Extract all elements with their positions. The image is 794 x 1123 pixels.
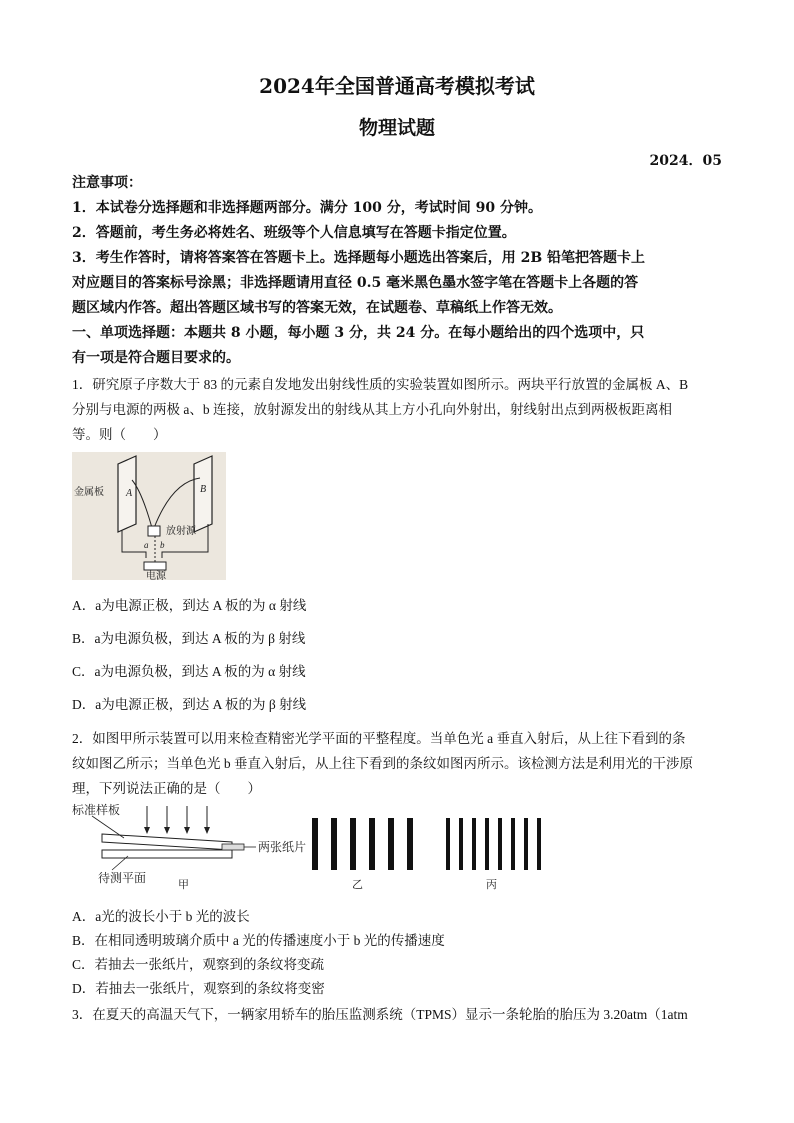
question-2-text: 理，下列说法正确的是（ ） bbox=[72, 781, 261, 796]
label-bing: 丙 bbox=[486, 879, 497, 891]
label-plate-a: A bbox=[126, 488, 133, 499]
question-1-text: 分别与电源的两极 a、b 连接，放射源发出的射线从其上方小孔向外射出，射线射出点到两极板距离相 bbox=[72, 402, 672, 417]
question-2-text: 2．如图甲所示装置可以用来检查精密光学平面的平整程度。当单色光 a 垂直入射后，从上往下看到的条 bbox=[72, 731, 686, 746]
label-power-supply: 电源 bbox=[146, 571, 166, 580]
question-1-option-b: B．a为电源负极，到达 A 板的为 β 射线 bbox=[72, 631, 306, 646]
label-two-papers: 两张纸片 bbox=[258, 840, 307, 854]
label-test-plane: 待测平面 bbox=[98, 871, 147, 885]
question-2-figure bbox=[72, 800, 562, 900]
section-heading: 一、单项选择题：本题共 8 小题，每小题 3 分，共 24 分。在每小题给出的四个选项中，只 bbox=[72, 325, 645, 341]
exam-subtitle: 物理试题 bbox=[358, 117, 435, 139]
question-1-figure bbox=[72, 452, 226, 580]
figure-jia bbox=[72, 802, 306, 891]
notice-item: 题区域内作答。超出答题区域书写的答案无效，在试题卷、草稿纸上作答无效。 bbox=[72, 300, 562, 316]
question-1-text: 等。则（ ） bbox=[72, 427, 167, 442]
question-3-text: 3．在夏天的高温天气下，一辆家用轿车的胎压监测系统（TPMS）显示一条轮胎的胎压为 3.20atm（1atm bbox=[72, 1007, 688, 1022]
label-pole-a: a bbox=[144, 540, 149, 550]
question-1-option-a: A．a为电源正极，到达 A 板的为 α 射线 bbox=[72, 598, 307, 613]
label-radioactive-source: 放射源 bbox=[166, 526, 196, 537]
notice-heading: 注意事项： bbox=[72, 175, 142, 191]
label-yi: 乙 bbox=[352, 879, 363, 891]
label-plate-b: B bbox=[200, 484, 207, 495]
label-jia: 甲 bbox=[178, 879, 189, 891]
notice-item: 1．本试卷分选择题和非选择题两部分。满分 100 分，考试时间 90 分钟。 bbox=[72, 200, 542, 216]
question-1-option-d: D．a为电源正极，到达 A 板的为 β 射线 bbox=[72, 697, 307, 712]
figure-yi bbox=[312, 818, 413, 891]
notice-item: 2．答题前，考生务必将姓名、班级等个人信息填写在答题卡指定位置。 bbox=[72, 225, 516, 241]
notice-item: 对应题目的答案标号涂黑；非选择题请用直径 0.5 毫米黑色墨水签字笔在答题卡上各题的答 bbox=[72, 275, 639, 291]
figure-bing bbox=[446, 818, 541, 891]
section-heading: 有一项是符合题目要求的。 bbox=[72, 350, 240, 366]
exam-title: 2024年全国普通高考模拟考试 bbox=[259, 74, 535, 98]
label-standard-plate: 标准样板 bbox=[72, 803, 121, 817]
label-pole-b: b bbox=[160, 540, 165, 550]
notice-item: 3．考生作答时，请将答案答在答题卡上。选择题每小题选出答案后，用 2B 铅笔把答题卡上 bbox=[72, 250, 646, 266]
question-1-text: 1．研究原子序数大于 83 的元素自发地发出射线性质的实验装置如图所示。两块平行放置的金属板 A、B bbox=[72, 377, 689, 392]
question-2-option-b: B．在相同透明玻璃介质中 a 光的传播速度小于 b 光的传播速度 bbox=[72, 933, 445, 948]
label-metal-plate: 金属板 bbox=[74, 487, 104, 498]
question-1-option-c: C．a为电源负极，到达 A 板的为 α 射线 bbox=[72, 664, 306, 679]
question-2-option-d: D．若抽去一张纸片，观察到的条纹将变密 bbox=[72, 981, 325, 996]
question-2-text: 纹如图乙所示；当单色光 b 垂直入射后，从上往下看到的条纹如图丙所示。该检测方法是利用光的干涉原 bbox=[72, 756, 693, 771]
question-2-option-c: C．若抽去一张纸片，观察到的条纹将变疏 bbox=[72, 957, 325, 972]
exam-date: 2024．05 bbox=[649, 153, 722, 169]
question-2-option-a: A．a光的波长小于 b 光的波长 bbox=[72, 909, 250, 924]
